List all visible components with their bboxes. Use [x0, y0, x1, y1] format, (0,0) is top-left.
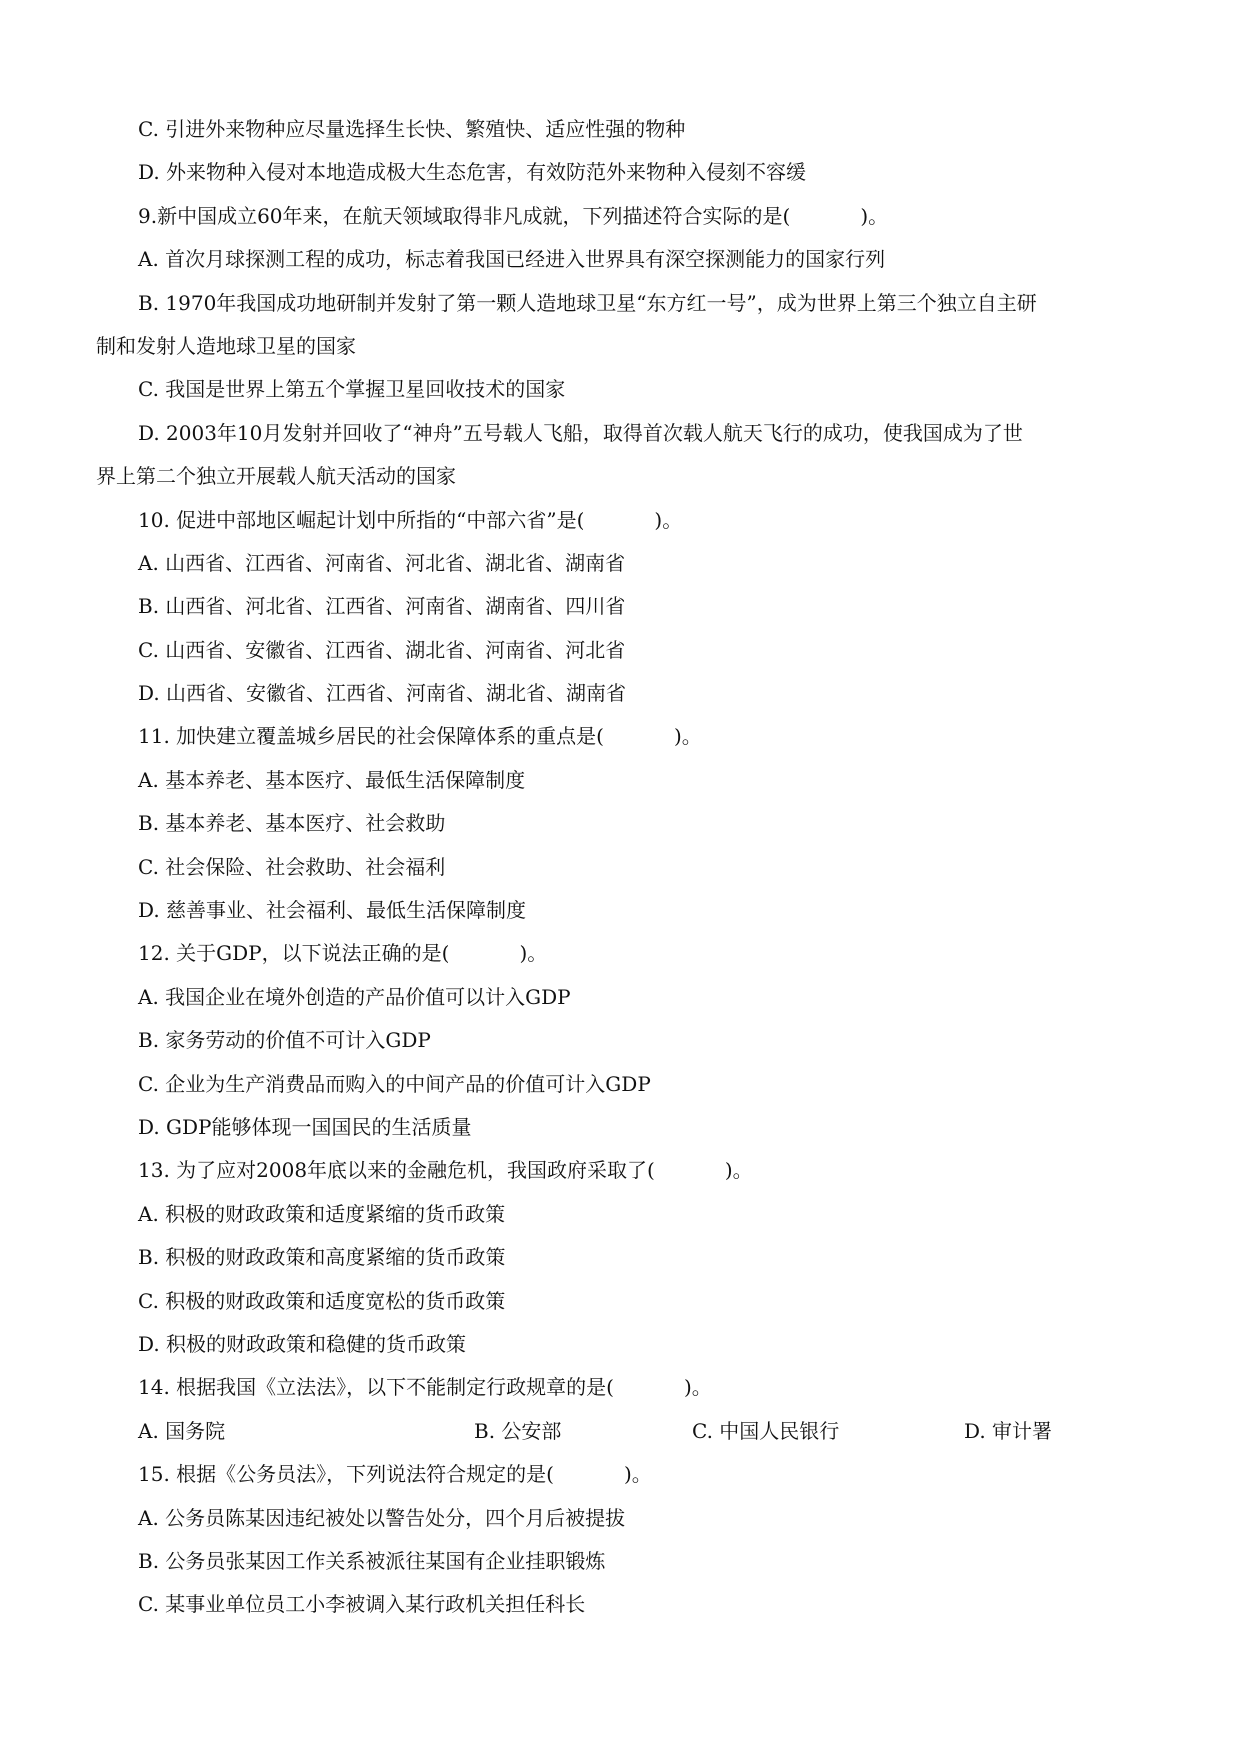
option-line: B. 山西省、河北省、江西省、河南省、湖南省、四川省	[138, 594, 626, 619]
option-line: D. 外来物种入侵对本地造成极大生态危害，有效防范外来物种入侵刻不容缓	[138, 160, 807, 185]
question-text: 12. 关于GDP，以下说法正确的是(	[138, 941, 450, 966]
question-text: 9.新中国成立60年来，在航天领域取得非凡成就，下列描述符合实际的是(	[138, 203, 791, 228]
question-text: 13. 为了应对2008年底以来的金融危机，我国政府采取了(	[138, 1158, 655, 1183]
question-end: )。	[654, 507, 683, 532]
option-c: C. 中国人民银行	[692, 1418, 840, 1443]
option-row	[96, 1410, 1144, 1453]
option-line: C. 企业为生产消费品而购入的中间产品的价值可计入GDP	[138, 1071, 651, 1096]
question-line	[96, 932, 1144, 975]
question-line	[96, 1366, 1144, 1409]
option-line-continued: 界上第二个独立开展载人航天活动的国家	[96, 464, 456, 489]
question-end: )。	[683, 1375, 712, 1400]
option-line: C. 某事业单位员工小李被调入某行政机关担任科长	[138, 1592, 586, 1617]
option-line: A. 公务员陈某因违纪被处以警告处分，四个月后被提拔	[138, 1505, 626, 1530]
question-text: 11. 加快建立覆盖城乡居民的社会保障体系的重点是(	[138, 724, 604, 749]
option-line: C. 社会保险、社会救助、社会福利	[138, 854, 446, 879]
option-a: A. 国务院	[138, 1418, 226, 1443]
option-line: C. 引进外来物种应尽量选择生长快、繁殖快、适应性强的物种	[138, 117, 686, 141]
option-line: C. 我国是世界上第五个掌握卫星回收技术的国家	[138, 377, 566, 402]
option-line: A. 基本养老、基本医疗、最低生活保障制度	[138, 767, 526, 792]
question-line	[96, 715, 1144, 758]
question-text: 15. 根据《公务员法》，下列说法符合规定的是(	[138, 1462, 554, 1487]
option-line: A. 我国企业在境外创造的产品价值可以计入GDP	[138, 984, 571, 1009]
option-line: D. 慈善事业、社会福利、最低生活保障制度	[138, 898, 527, 923]
option-line: B. 1970年我国成功地研制并发射了第一颗人造地球卫星“东方红一号”，成为世界上第三个独立自主研	[138, 290, 1037, 315]
option-line: C. 积极的财政政策和适度宽松的货币政策	[138, 1288, 506, 1313]
question-line	[96, 195, 1144, 238]
option-b: B. 公安部	[474, 1418, 562, 1443]
question-text: 14. 根据我国《立法法》，以下不能制定行政规章的是(	[138, 1375, 614, 1400]
question-line	[96, 499, 1144, 542]
question-line	[96, 1149, 1144, 1192]
option-line: D. 积极的财政政策和稳健的货币政策	[138, 1331, 467, 1356]
option-line: D. GDP能够体现一国国民的生活质量	[138, 1114, 472, 1139]
option-line: B. 积极的财政政策和高度紧缩的货币政策	[138, 1245, 506, 1270]
option-line-continued: 制和发射人造地球卫星的国家	[96, 333, 356, 358]
option-line: D. 2003年10月发射并回收了“神舟”五号载人飞船，取得首次载人航天飞行的成功，使我国成为了世	[138, 420, 1023, 445]
question-end: )。	[673, 724, 702, 749]
question-text: 10. 促进中部地区崛起计划中所指的“中部六省”是(	[138, 507, 585, 532]
option-d: D. 审计署	[964, 1418, 1053, 1443]
question-end: )。	[623, 1462, 652, 1487]
question-end: )。	[724, 1158, 753, 1183]
option-line: C. 山西省、安徽省、江西省、湖北省、河南省、河北省	[138, 637, 626, 662]
question-end: )。	[519, 941, 548, 966]
option-line: A. 积极的财政政策和适度紧缩的货币政策	[138, 1201, 506, 1226]
option-line: A. 山西省、江西省、河南省、河北省、湖北省、湖南省	[138, 550, 626, 575]
question-line	[96, 1453, 1144, 1496]
question-end: )。	[860, 203, 889, 228]
option-line: D. 山西省、安徽省、江西省、河南省、湖北省、湖南省	[138, 681, 627, 706]
option-line: A. 首次月球探测工程的成功，标志着我国已经进入世界具有深空探测能力的国家行列	[138, 247, 886, 272]
option-line: B. 家务劳动的价值不可计入GDP	[138, 1028, 431, 1053]
option-line: B. 基本养老、基本医疗、社会救助	[138, 811, 446, 836]
option-line: B. 公务员张某因工作关系被派往某国有企业挂职锻炼	[138, 1548, 606, 1573]
